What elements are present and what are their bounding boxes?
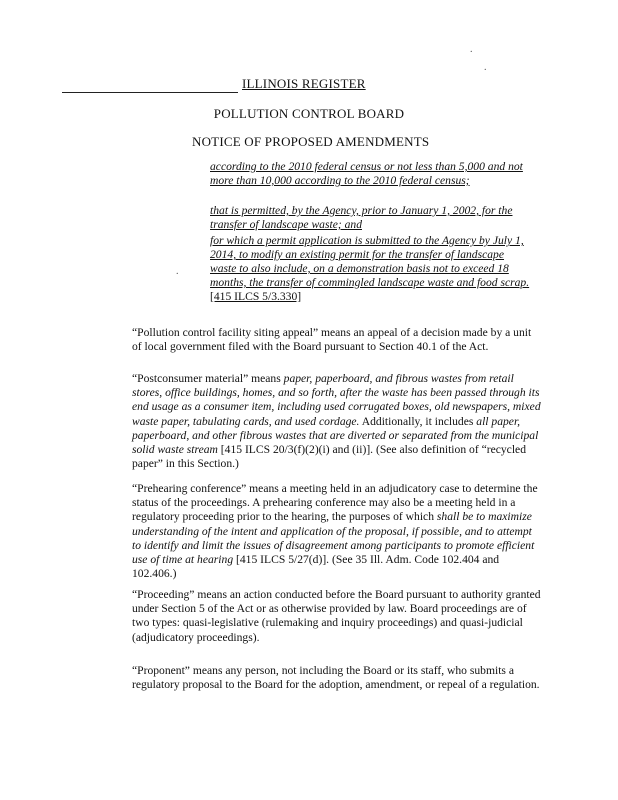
board-title: POLLUTION CONTROL BOARD — [213, 106, 405, 121]
prehearing-statutory-text: shall be to maximize understanding of the intent and application of the proposal, if possible, and to attempt to identify and limit the issues of disagreement among participants to promote efficient use of time at hearing — [132, 510, 535, 567]
inserted-clause-application-text: for which a permit application is submitted to the Agency by July 1, 2014, to modify an existing permit for the transfer of landscape waste to also include, on a demonstration basis not to exceed 18 months, the transfer of commingled landscape waste and food scrap. — [210, 234, 530, 289]
scan-speck: . — [176, 266, 179, 277]
scan-speck: . — [484, 62, 487, 73]
notice-title: NOTICE OF PROPOSED AMENDMENTS — [192, 134, 430, 149]
header-rule — [62, 92, 238, 93]
definition-prehearing-conference — [132, 482, 542, 581]
postconsumer-statutory-text: paper, paperboard, and fibrous wastes from retail stores, office buildings, homes, and so forth, after the waste has been passed through its end usage as a consumer item, including used corrugated boxes, old newspapers, mixed waste paper, tabulating cards, and used cordage. — [132, 372, 541, 428]
inserted-clause-census: according to the 2010 federal census or not less than 5,000 and not more than 10,000 according to the 2010 federal census; — [210, 160, 523, 187]
postconsumer-citation: [415 ILCS 20/3(f)(2)(i) and (ii)]. (See also definition of “recycled paper” in this Section.) — [132, 443, 526, 471]
definition-siting-appeal: “Pollution control facility siting appeal” means an appeal of a decision made by a unit of local government filed with the Board pursuant to Section 40.1 of the Act. — [132, 326, 532, 354]
postconsumer-term: “Postconsumer material” means — [132, 372, 284, 385]
postconsumer-statutory-text-2: all paper, paperboard, and other fibrous wastes that are diverted or separated from the municipal solid waste stream — [132, 414, 539, 457]
register-title: ILLINOIS REGISTER — [242, 76, 366, 91]
scan-speck: . — [470, 44, 473, 55]
definition-proponent: “Proponent” means any person, not including the Board or its staff, who submits a regulatory proposal to the Board for the adoption, amendment, or repeal of a regulation. — [132, 664, 540, 692]
prehearing-citation: [415 ILCS 5/27(d)]. (See 35 Ill. Adm. Code 102.404 and 102.406.) — [132, 553, 500, 581]
postconsumer-connector: Additionally, it includes — [359, 414, 477, 428]
definition-proceeding: “Proceeding” means an action conducted before the Board pursuant to authority granted under Section 5 of the Act or as otherwise provided by law. Board proceedings are of two types: quasi-legislative (rulemaking and inquiry proceedings) and quasi-judicial (adjudicatory proceedings). — [132, 588, 541, 644]
inserted-clause-permitted: that is permitted, by the Agency, prior to January 1, 2002, for the transfer of landscape waste; and — [210, 204, 513, 231]
inserted-clause-application — [210, 234, 532, 304]
prehearing-term: “Prehearing conference” means a meeting held in an adjudicatory case to determine the status of the proceedings. A prehearing conference may also be a meeting held in a regulatory proceeding prior to the hearing, the purposes of which — [132, 482, 538, 524]
statute-citation: [415 ILCS 5/3.330] — [210, 290, 302, 303]
definition-postconsumer-material — [132, 372, 542, 471]
